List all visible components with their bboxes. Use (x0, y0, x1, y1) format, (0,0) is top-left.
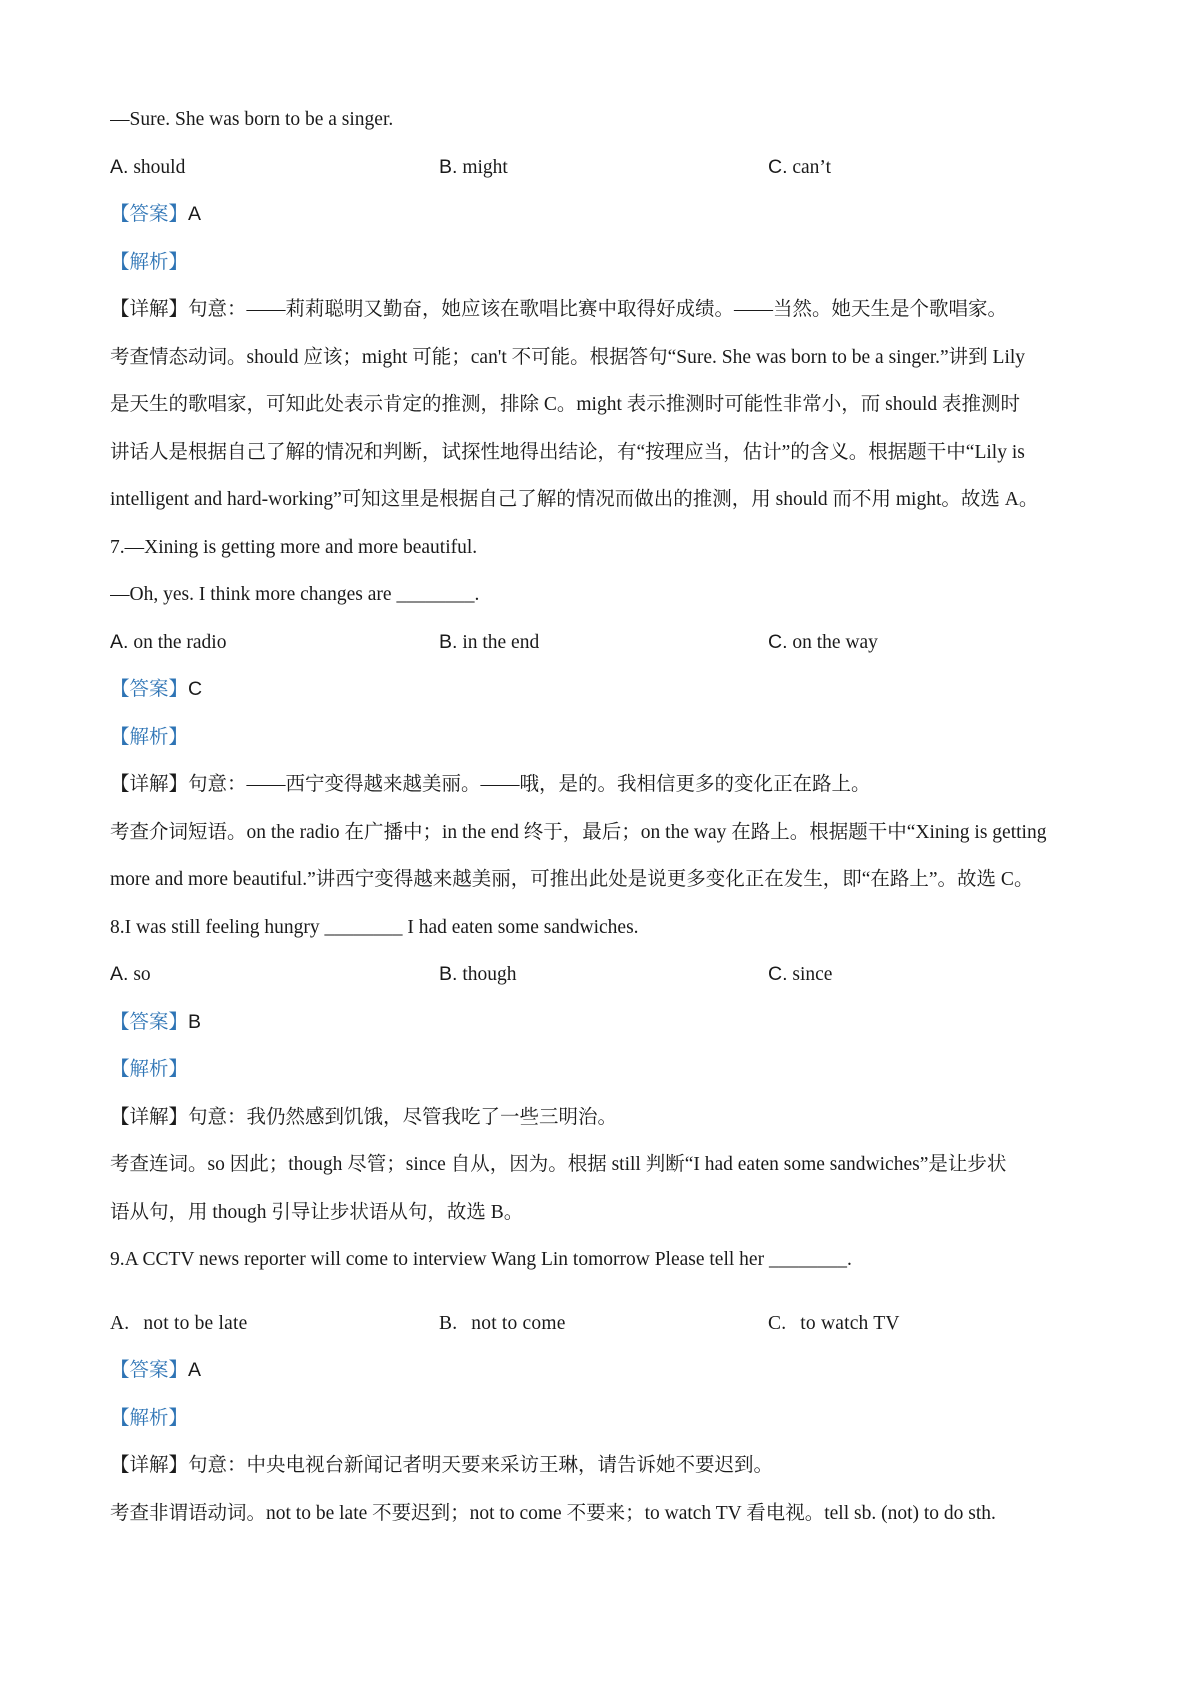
answer-value: C (188, 678, 203, 700)
q7-options (110, 619, 1095, 667)
q7-detail-line-2: 考查介词短语。on the radio 在广播中；in the end 终于，最后；on the way 在路上。根据题干中“Xining is getting (110, 821, 1047, 843)
q6-detail-line-5: intelligent and hard-working”可知这里是根据自己了解的情况而做出的推测，用 should 而不用 might。故选 A。 (110, 489, 1039, 510)
q8-options (110, 951, 1095, 999)
detail-tag: 【详解】 (110, 299, 189, 320)
detail-tag: 【详解】 (110, 774, 189, 795)
q7-option-c: C. on the way (768, 630, 878, 653)
document-page (110, 96, 1095, 1537)
q7-stem-line-1: 7.—Xining is getting more and more beautiful. (110, 536, 478, 558)
q9-analysis-tag: 【解析】 (110, 1407, 189, 1429)
answer-tag: 【答案】 (110, 1011, 189, 1033)
detail-tag: 【详解】 (110, 1106, 189, 1128)
q9-option-c: C. to watch TV (768, 1312, 900, 1334)
q7-option-b: B. in the end (439, 630, 540, 653)
q8-option-a: A. so (110, 963, 151, 985)
q7-answer (110, 666, 1095, 714)
q9-option-b: B. not to come (439, 1312, 566, 1334)
q9-stem-line-1: 9.A CCTV news reporter will come to interview Wang Lin tomorrow Please tell her ________. (110, 1249, 852, 1270)
q6-option-c: C. can’t (768, 155, 831, 178)
q7-analysis-tag: 【解析】 (110, 726, 189, 748)
q8-detail-line-2: 考查连词。so 因此；though 尽管；since 自从，因为。根据 still 判断“I had eaten some sandwiches”是让步状 (110, 1154, 1007, 1175)
q6-option-a: A. should (110, 155, 186, 178)
spacer (110, 1284, 1095, 1300)
answer-value: A (188, 1359, 202, 1381)
q7-detail-line-1: 【详解】句意：——西宁变得越来越美丽。——哦，是的。我相信更多的变化正在路上。 (110, 774, 871, 795)
q6-detail-line-3: 是天生的歌唱家，可知此处表示肯定的推测，排除 C。might 表示推测时可能性非常小，而 should 表推测时 (110, 394, 1021, 415)
answer-tag: 【答案】 (110, 204, 189, 225)
q8-answer (110, 999, 1095, 1047)
q6-detail-line-1: 【详解】句意：——莉莉聪明又勤奋，她应该在歌唱比赛中取得好成绩。——当然。她天生是个歌唱家。 (110, 299, 1008, 320)
q6-analysis-tag: 【解析】 (110, 251, 189, 273)
answer-value: B (188, 1010, 202, 1033)
q9-options (110, 1300, 1095, 1348)
q7-stem-line-2: —Oh, yes. I think more changes are ________. (110, 584, 480, 605)
q9-option-a: A. not to be late (110, 1312, 248, 1334)
q8-detail-line-3: 语从句，用 though 引导让步状语从句，故选 B。 (110, 1201, 524, 1223)
q6-options (110, 144, 1095, 192)
q6-detail-line-4: 讲话人是根据自己了解的情况和判断，试探性地得出结论，有“按理应当，估计”的含义。根据题干中“Lily is (110, 441, 1025, 463)
q8-analysis-tag: 【解析】 (110, 1059, 189, 1080)
answer-value: A (188, 203, 202, 225)
q8-detail-line-1: 【详解】句意：我仍然感到饥饿，尽管我吃了一些三明治。 (110, 1106, 618, 1128)
q6-answer (110, 191, 1095, 239)
q9-answer (110, 1347, 1095, 1395)
answer-tag: 【答案】 (110, 1360, 189, 1381)
q9-detail-line-2: 考查非谓语动词。not to be late 不要迟到；not to come 不要来；to watch TV 看电视。tell sb. (not) to do sth. (110, 1502, 996, 1524)
q7-detail-line-3: more and more beautiful.”讲西宁变得越来越美丽，可推出此处是说更多变化正在发生，即“在路上”。故选 C。 (110, 869, 1034, 890)
q6-option-b: B. might (439, 155, 508, 178)
q6-detail-line-2: 考查情态动词。should 应该；might 可能；can't 不可能。根据答句“Sure. She was born to be a singer.”讲到 Lily (110, 346, 1026, 368)
q7-option-a: A. on the radio (110, 630, 227, 653)
q9-detail-line-1: 【详解】句意：中央电视台新闻记者明天要来采访王琳，请告诉她不要迟到。 (110, 1455, 774, 1476)
q8-option-c: C. since (768, 963, 833, 985)
q8-stem-line-1: 8.I was still feeling hungry ________ I had eaten some sandwiches. (110, 916, 639, 938)
answer-tag: 【答案】 (110, 679, 189, 700)
detail-tag: 【详解】 (110, 1455, 189, 1476)
q6-dialog-line: —Sure. She was born to be a singer. (110, 109, 394, 130)
q8-option-b: B. though (439, 963, 517, 985)
